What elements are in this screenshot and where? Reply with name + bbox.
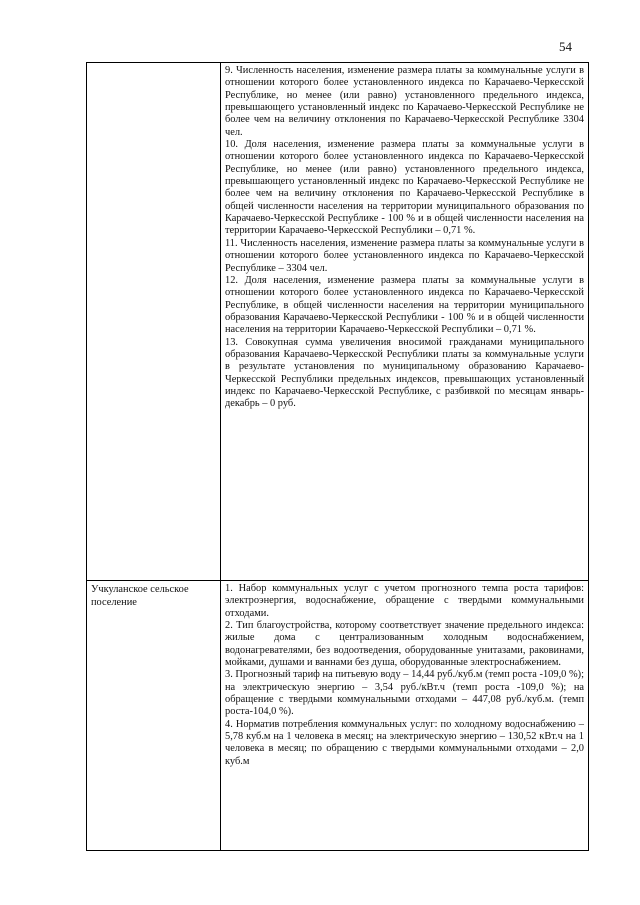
paragraph: 1. Набор коммунальных услуг с учетом прогнозного темпа роста тарифов: электроэнергия, водоснабжение, обращение с твердыми коммунальными отходами. bbox=[225, 583, 584, 619]
content-cell bbox=[221, 63, 589, 581]
table-row bbox=[87, 63, 589, 581]
table-row bbox=[87, 581, 589, 851]
page-number: 54 bbox=[559, 39, 572, 54]
paragraph: 11. Численность населения, изменение размера платы за коммунальные услуги в отношении которого более установленного индекса по Карачаево-Черкесской Республике – 3304 чел. bbox=[225, 237, 584, 274]
paragraph: 4. Норматив потребления коммунальных услуг: по холодному водоснабжению – 5,78 куб.м на 1 человека в месяц; на электрическую энергию – 130,52 кВт.ч на 1 человека в месяц; по обращению с твердыми коммунальными отходами – 2,0 куб.м bbox=[225, 718, 584, 767]
content-cell bbox=[221, 581, 589, 851]
paragraph: 3. Прогнозный тариф на питьевую воду – 14,44 руб./куб.м (темп роста -109,0 %); на электрическую энергию – 3,54 руб./кВт.ч (темп роста -109,0 %); на обращение с твердыми коммунальными отходами – 447,08 руб./куб.м. (темп роста-104,0 %). bbox=[225, 669, 584, 718]
paragraph: 13. Совокупная сумма увеличения вносимой гражданами муниципального образования Карачаево-Черкесской Республики платы за коммунальные услуги в результате установления по муниципальному образованию Карачаево-Черкесской Республики предельных индексов, превышающих установленный индекс по Карачаево-Черкесской Республике, с разбивкой по месяцам январь-декабрь – 0 руб. bbox=[225, 336, 584, 410]
municipality-cell: Учкуланское сельское поселение bbox=[87, 581, 221, 851]
paragraph: 9. Численность населения, изменение размера платы за коммунальные услуги в отношении которого более установленного индекса по Карачаево-Черкесской Республике, но менее (или равно) установленного предельного индекса, превышающего установленный индекс по Карачаево-Черкесской Республике не более чем на величину отклонения по Карачаево-Черкесской Республике 3304 чел. bbox=[225, 65, 584, 138]
paragraph: 2. Тип благоустройства, которому соответствует значение предельного индекса: жилые дома с централизованным холодным водоснабжением, водонагревателями, без водоотведения, оборудованные унитазами, раковинами, мойками, душами и ваннами без душа, оборудованные электроснабжением. bbox=[225, 620, 584, 669]
paragraph: 12. Доля населения, изменение размера платы за коммунальные услуги в отношении которого более установленного индекса по Карачаево-Черкесской Республике, в общей численности населения на территории муниципального образования Карачаево-Черкесской Республики - 100 % и в общей численности населения на территории Карачаево-Черкесской Республики – 0,71 %. bbox=[225, 274, 584, 336]
paragraph: 10. Доля населения, изменение размера платы за коммунальные услуги в отношении которого более установленного индекса по Карачаево-Черкесской Республике, но менее (или равно) установленного предельного индекса, превышающего установленный индекс по Карачаево-Черкесской Республике не более чем на величину отклонения по Карачаево-Черкесской Республике в общей численности населения на территории муниципального образования по Карачаево-Черкесской Республике - 100 % и в общей численности населения на территории Карачаево-Черкесской Республики – 0,71 %. bbox=[225, 139, 584, 237]
document-table bbox=[86, 62, 589, 851]
municipality-cell bbox=[87, 63, 221, 581]
